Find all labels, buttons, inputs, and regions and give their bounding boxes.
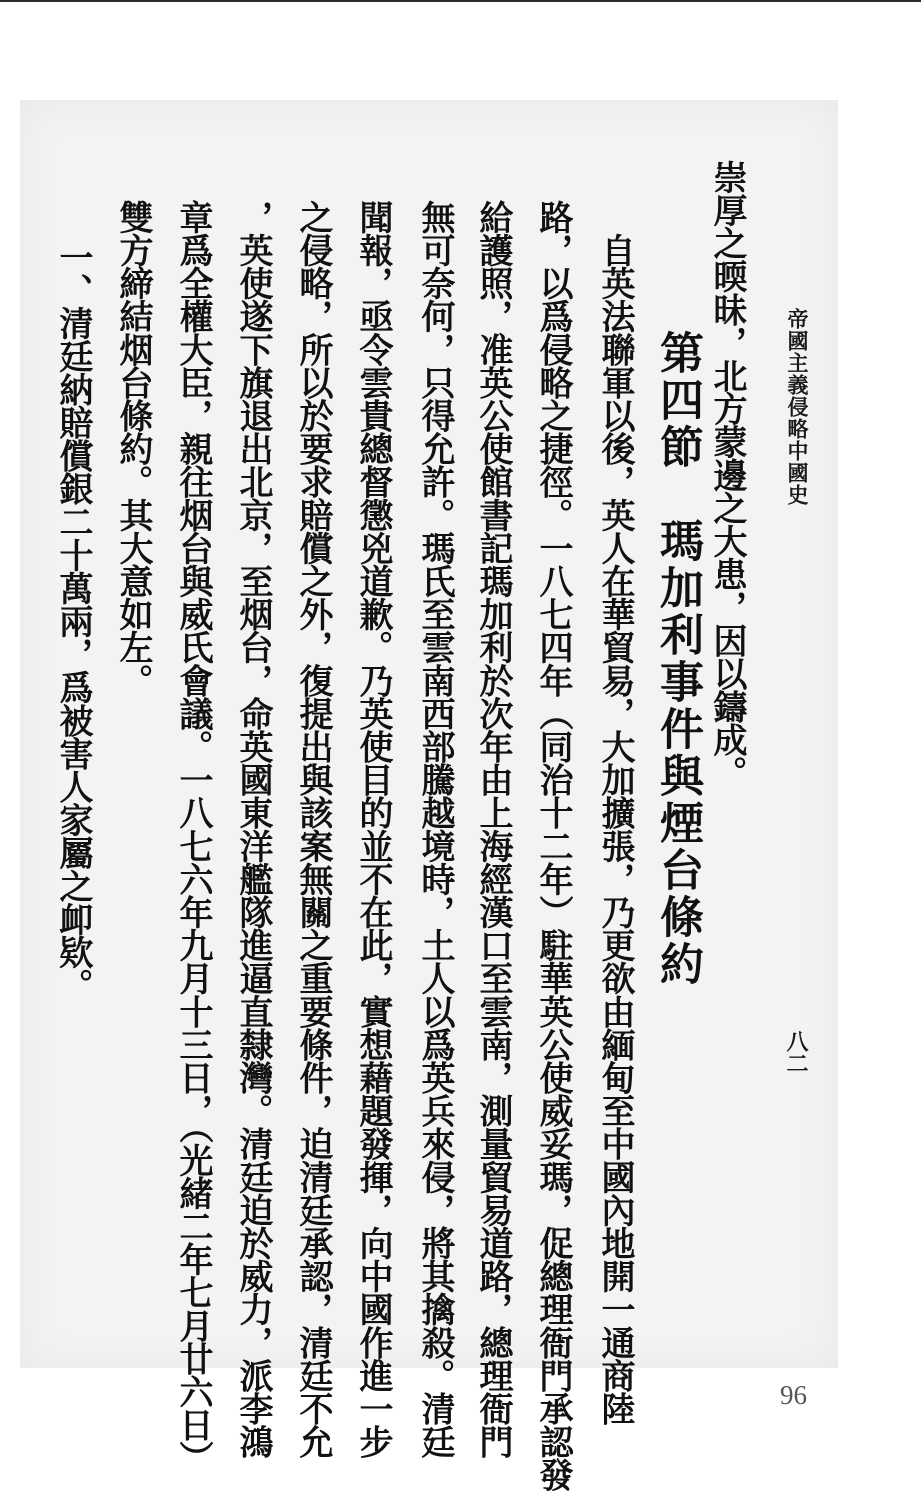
text-column-2: 自英法聯軍以後，英人在華貿易，大加擴張，乃更欲由緬甸至中國內地開一通商陸 (595, 200, 635, 1425)
text-column-8: ，英使遂下旗退出北京，至烟台，命英國東洋艦隊進逼直隸灣。清廷迫於威力，派李鴻 (233, 200, 273, 1458)
text-column-1: 崇厚之㬉昧，北方蒙邊之大患，因以鑄成。 (707, 160, 747, 789)
text-column-4: 給護照，准英公使館書記瑪加利於次年由上海經漢口至雲南，測量貿易道路，總理衙門 (473, 200, 513, 1458)
section-title: 第四節 瑪加利事件與煙台條約 (652, 330, 703, 988)
text-column-7: 之侵略，所以於要求賠償之外，復提出與該案無關之重要條件，迫清廷承認，清廷不允 (293, 200, 333, 1458)
running-head: 帝國主義侵略中國史 (785, 308, 810, 506)
folio-number: 八二 (783, 1030, 809, 1074)
text-column-3: 路，以爲侵略之捷徑。一八七四年（同治十二年）駐華英公使威妥瑪，促總理衙門承認發 (533, 200, 573, 1491)
text-column-11: 一、清廷納賠償銀二十萬兩，爲被害人家屬之卹欵。 (53, 240, 93, 1002)
text-column-6: 聞報，亟令雲貴總督懲兇道歉。乃英使目的並不在此，實想藉題發揮，向中國作進一步 (353, 200, 393, 1458)
text-column-5: 無可奈何，只得允許。瑪氏至雲南西部騰越境時，土人以爲英兵來侵，將其擒殺。清廷 (415, 200, 455, 1458)
text-column-9: 章爲全權大臣，親往烟台與威氏會議。一八七六年九月十三日，（光緒二年七月廿六日） (173, 200, 213, 1474)
text-column-10: 雙方締結烟台條約。其大意如左。 (113, 200, 153, 697)
top-border-line (0, 0, 921, 2)
page-number: 96 (780, 1380, 807, 1410)
